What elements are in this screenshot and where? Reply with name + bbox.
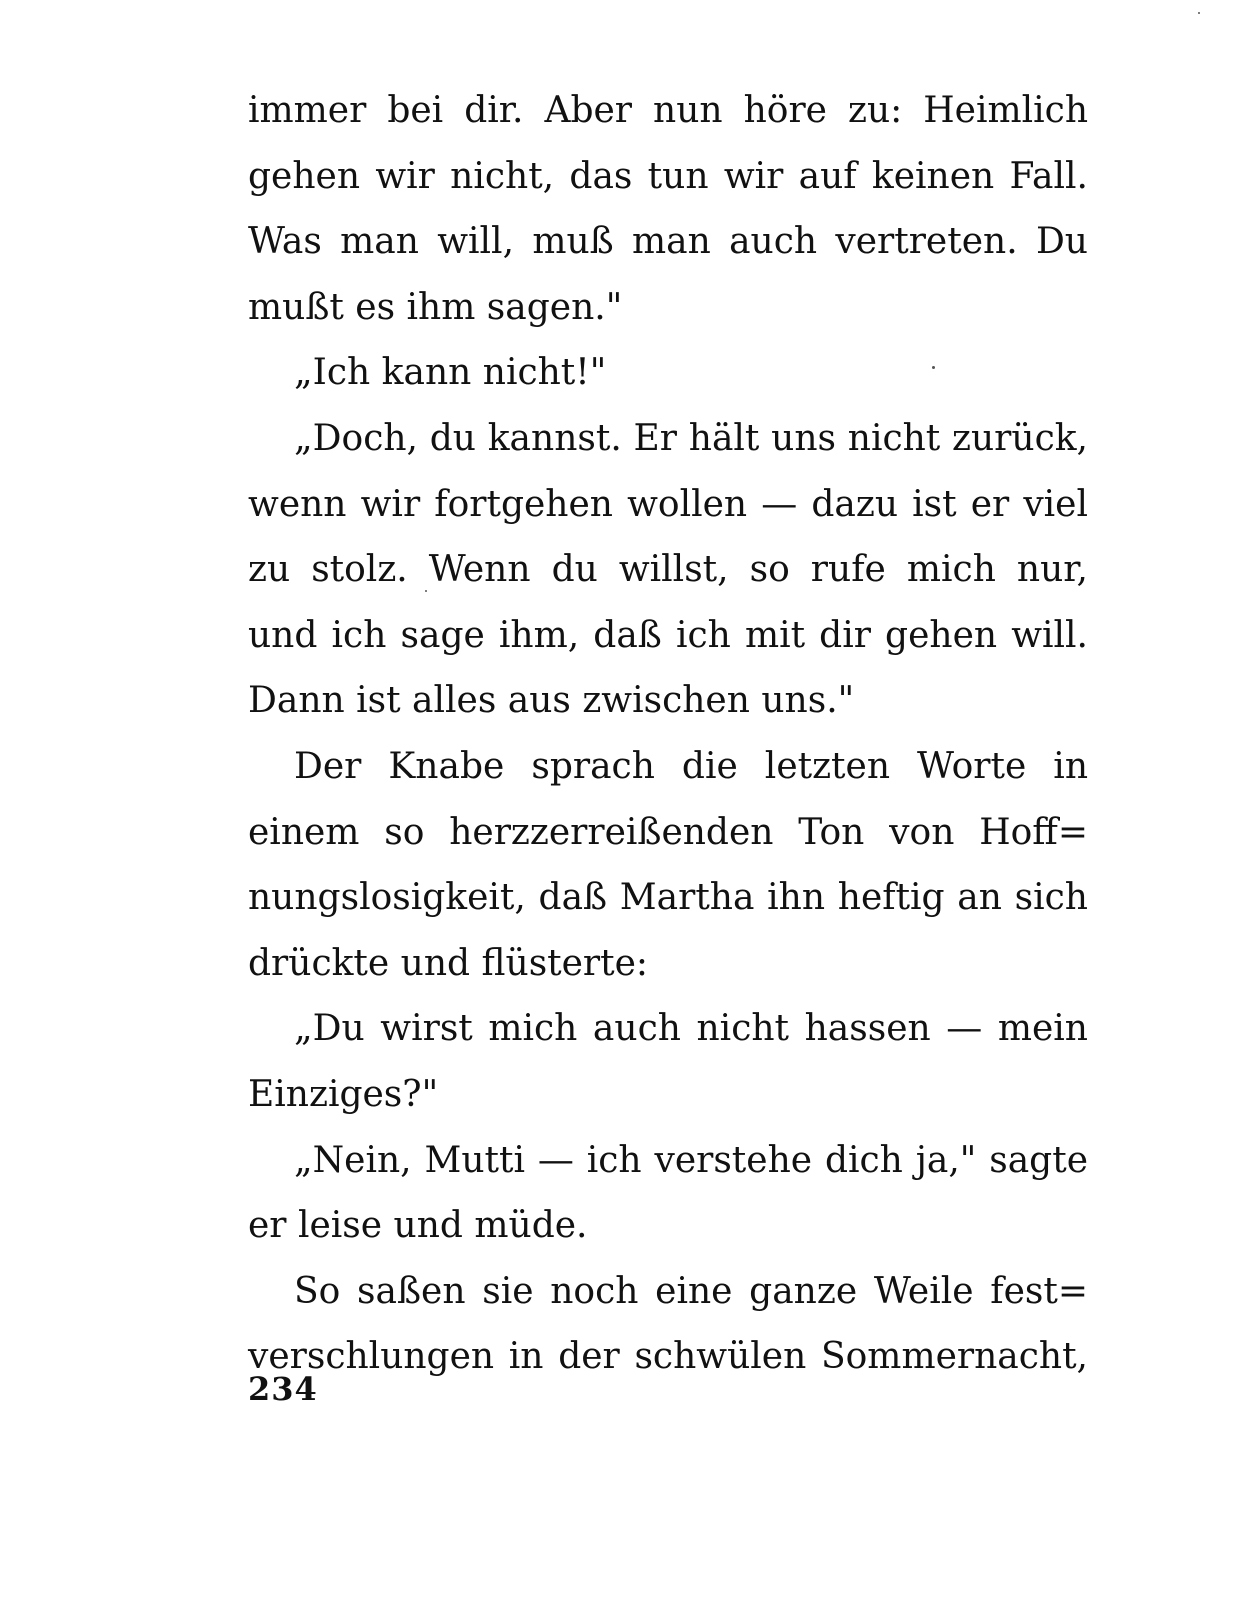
text-line: einem so herzzerreißenden Ton von Hoff= — [248, 811, 1088, 853]
scan-speck — [1198, 12, 1200, 14]
text-line: „Du wirst mich auch nicht hassen — mein — [294, 1008, 1088, 1050]
text-line: wenn wir fortgehen wollen — dazu ist er viel — [248, 483, 1088, 525]
text-line: gehen wir nicht, das tun wir auf keinen Fall. — [248, 155, 1088, 197]
text-line: zu stolz. Wenn du willst, so rufe mich nur, — [248, 549, 1088, 591]
body-text — [248, 78, 1088, 1390]
text-line: So saßen sie noch eine ganze Weile fest= — [294, 1270, 1088, 1312]
text-line: Was man will, muß man auch vertreten. Du — [248, 221, 1088, 263]
text-line: mußt es ihm sagen." — [248, 286, 623, 328]
text-line: er leise und müde. — [248, 1205, 588, 1247]
scan-speck — [425, 590, 427, 592]
text-line: Dann ist alles aus zwischen uns." — [248, 680, 855, 722]
text-line: Einziges?" — [248, 1073, 439, 1115]
text-line: Der Knabe sprach die letzten Worte in — [294, 745, 1088, 787]
text-line: „Ich kann nicht!" — [294, 352, 607, 394]
text-line: „Nein, Mutti — ich verstehe dich ja," sagte — [294, 1139, 1088, 1181]
text-line: drückte und flüsterte: — [248, 942, 649, 984]
text-line: verschlungen in der schwülen Sommernacht, — [248, 1336, 1088, 1378]
text-line: immer bei dir. Aber nun höre zu: Heimlich — [248, 90, 1088, 131]
page-number: 234 — [248, 1370, 318, 1408]
text-line: und ich sage ihm, daß ich mit dir gehen will. — [248, 614, 1088, 656]
scan-speck — [932, 366, 935, 369]
text-line: nungslosigkeit, daß Martha ihn heftig an sich — [248, 877, 1088, 919]
text-line: „Doch, du kannst. Er hält uns nicht zurück, — [294, 417, 1088, 459]
